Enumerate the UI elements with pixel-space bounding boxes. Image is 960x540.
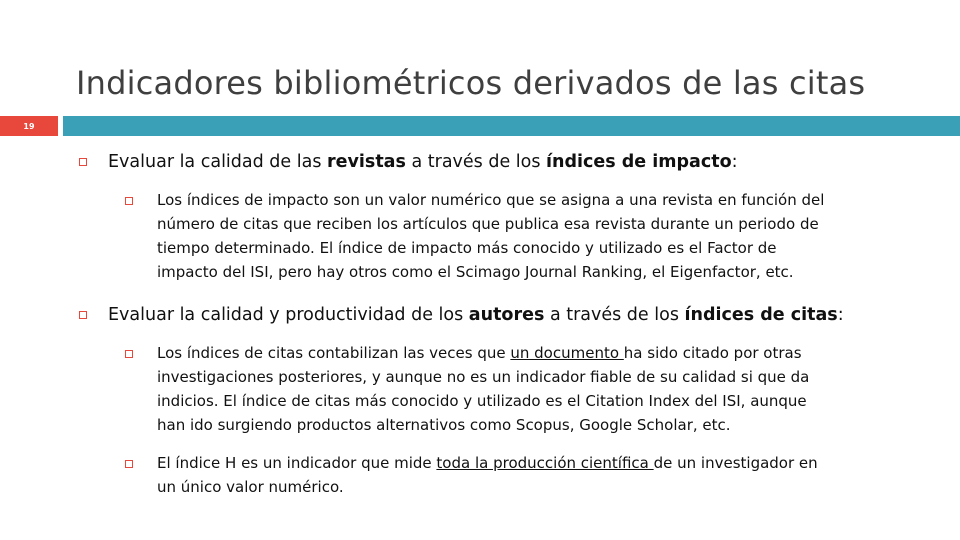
text-span: El índice H es un indicador que mide <box>157 454 437 472</box>
text-span: a través de los <box>405 152 547 172</box>
sub-bullet-icon <box>125 460 133 468</box>
text-span: Los índices de citas contabilizan las veces que <box>157 344 511 362</box>
title-accent-bar <box>63 116 960 136</box>
slide-title: Indicadores bibliométricos derivados de las citas <box>76 64 866 102</box>
text-line: indicios. El índice de citas más conocido y utilizado es el Citation Index del ISI, aunque <box>157 392 807 410</box>
bullet-level2 <box>157 451 917 499</box>
text-line: impacto del ISI, pero hay otros como el Scimago Journal Ranking, el Eigenfactor, etc. <box>157 263 794 281</box>
text-span: de un investigador en <box>653 454 818 472</box>
bullet-icon <box>79 311 87 319</box>
text-span: : <box>837 305 844 325</box>
bullet-level1 <box>108 304 844 326</box>
text-span: Evaluar la calidad y productividad de los <box>108 305 469 325</box>
text-line <box>157 451 917 475</box>
bullet-level1 <box>108 151 738 173</box>
bold-text: autores <box>468 305 545 325</box>
text-line: investigaciones posteriores, y aunque no es un indicador fiable de su calidad si que da <box>157 368 810 386</box>
bold-text: revistas <box>327 152 406 172</box>
bullet-icon <box>79 158 87 166</box>
bold-text: índices de citas <box>684 305 838 325</box>
sub-bullet-icon <box>125 350 133 358</box>
text-span: ha sido citado por otras <box>623 344 802 362</box>
text-line <box>157 341 917 365</box>
text-line: Los índices de impacto son un valor numérico que se asigna a una revista en función del <box>157 191 825 209</box>
text-line: un único valor numérico. <box>157 478 344 496</box>
sub-bullet-icon <box>125 197 133 205</box>
underlined-text: un documento <box>510 344 624 362</box>
bold-text: índices de impacto <box>546 152 732 172</box>
text-line: número de citas que reciben los artículos que publica esa revista durante un periodo de <box>157 215 819 233</box>
text-span: Evaluar la calidad de las <box>108 152 327 172</box>
text-line: tiempo determinado. El índice de impacto más conocido y utilizado es el Factor de <box>157 239 777 257</box>
bullet-level2 <box>157 341 917 437</box>
text-line: han ido surgiendo productos alternativos como Scopus, Google Scholar, etc. <box>157 416 731 434</box>
slide-number: 19 <box>0 116 58 136</box>
underlined-text: toda la producción científica <box>436 454 654 472</box>
text-span: : <box>731 152 738 172</box>
bullet-level2 <box>157 188 917 284</box>
text-span: a través de los <box>544 305 685 325</box>
